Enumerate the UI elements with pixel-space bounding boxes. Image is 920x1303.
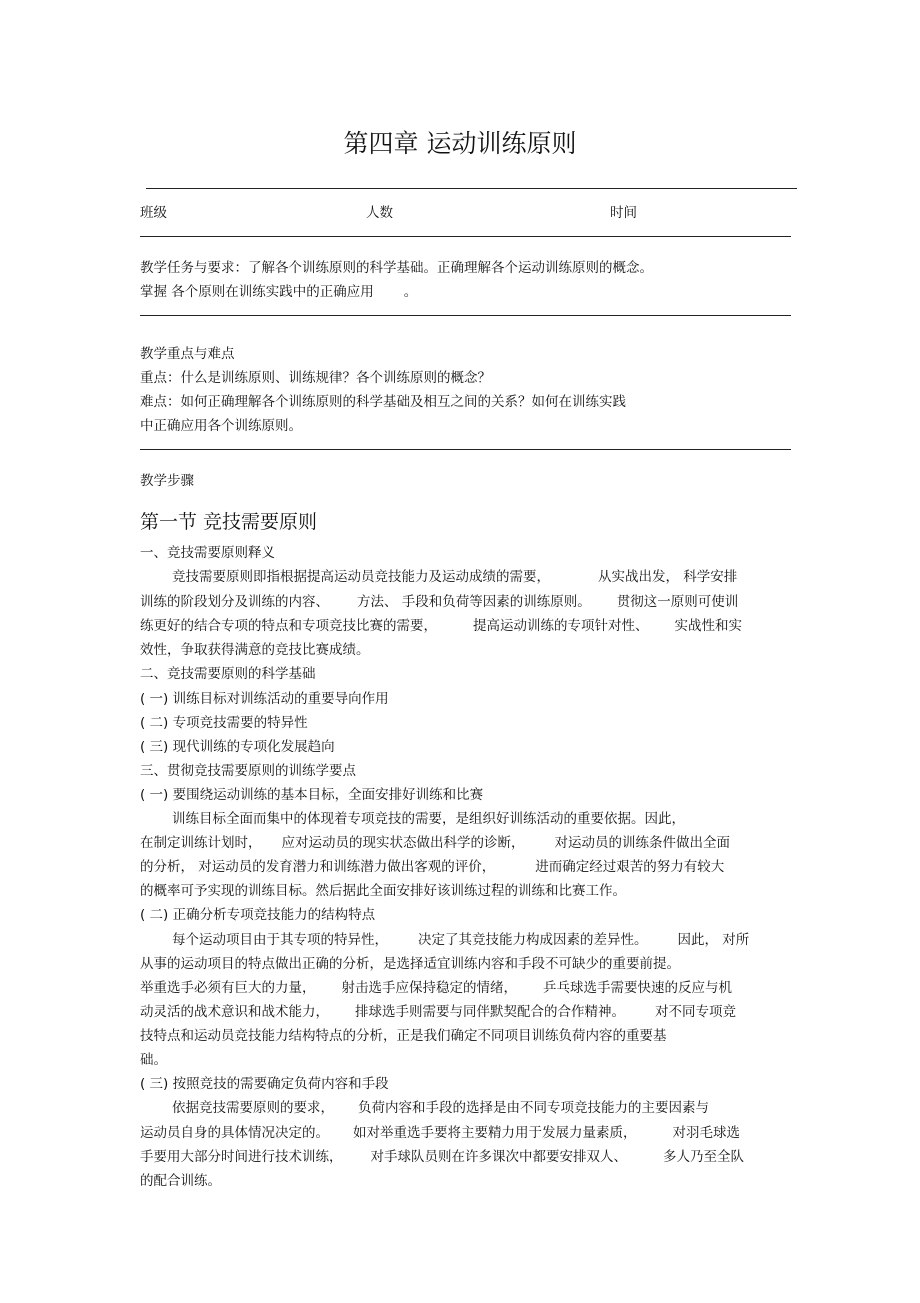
para-4-seg: 手要用大部分时间进行技术训练， — [140, 1149, 343, 1165]
task-line-2 — [140, 284, 417, 300]
para-1-seg: 实战性和实 — [674, 618, 742, 634]
para-1-seg: 竞技需要原则即指根据提高运动员竞技能力及运动成绩的需要， — [172, 569, 550, 585]
task-line-2-end: 。 — [403, 284, 418, 300]
para-4-line-3 — [140, 1149, 744, 1165]
para-2-seg: 对运动员的训练条件做出全面 — [554, 835, 730, 851]
para-3-seg: 每个运动项目由于其专项的特异性， — [172, 932, 388, 948]
heading-3-item-1: ( 一) 要围绕运动训练的基本目标，全面安排好训练和比赛 — [140, 787, 484, 803]
para-2-seg: 的分析， 对运动员的发育潜力和训练潜力做出客观的评价， — [140, 859, 496, 875]
para-2-seg: 应对运动员的现实状态做出科学的诊断， — [281, 835, 525, 851]
heading-1: 一、竞技需要原则释义 — [140, 545, 275, 561]
info-people-label: 人数 — [366, 205, 393, 221]
para-4-line-4: 的配合训练。 — [140, 1173, 221, 1189]
focus-key-points: 重点：什么是训练原则、训练规律？各个训练原则的概念？ — [140, 370, 491, 386]
para-4-seg: 依据竞技需要原则的要求， — [172, 1100, 334, 1116]
task-line-1: 教学任务与要求：了解各个训练原则的科学基础。正确理解各个运动训练原则的概念。 — [140, 260, 653, 276]
heading-3-item-2: ( 二) 正确分析专项竞技能力的结构特点 — [140, 907, 376, 923]
para-2-seg: 在制定训练计划时， — [140, 835, 262, 851]
focus-difficulty-1: 难点：如何正确理解各个训练原则的科学基础及相互之间的关系？如何在训练实践 — [140, 394, 626, 410]
page-title: 第四章 运动训练原则 — [343, 129, 577, 158]
divider-task — [140, 315, 791, 316]
para-2-line-3 — [140, 859, 724, 875]
para-3-line-3 — [140, 980, 732, 996]
heading-2: 二、竞技需要原则的科学基础 — [140, 666, 316, 682]
para-3-line-5: 技特点和运动员竞技能力结构特点的分析，正是我们确定不同项目训练负荷内容的重要基 — [140, 1028, 667, 1044]
para-4-line-1 — [172, 1100, 709, 1116]
divider-top — [146, 188, 797, 189]
para-2-seg: 进而确定经过艰苦的努力有较大 — [535, 859, 725, 875]
heading-2-item-1: ( 一) 训练目标对训练活动的重要导向作用 — [140, 691, 389, 707]
task-line-2-text: 掌握 各个原则在训练实践中的正确应用 — [140, 284, 374, 300]
para-3-line-1 — [172, 932, 749, 948]
heading-2-item-3: ( 三) 现代训练的专项化发展趋向 — [140, 739, 335, 755]
para-4-seg: 如对举重选手要将主要精力用于发展力量素质， — [353, 1125, 637, 1141]
focus-heading: 教学重点与难点 — [140, 346, 235, 362]
para-4-seg: 运动员自身的具体情况决定的。 — [140, 1125, 329, 1141]
para-1-seg: 练更好的结合专项的特点和专项竞技比赛的需要， — [140, 618, 437, 634]
steps-heading: 教学步骤 — [140, 473, 194, 489]
para-2-line-1: 训练目标全面而集中的体现着专项竞技的需要，是组织好训练活动的重要依据。因此， — [172, 811, 685, 827]
para-3-seg: 排球选手则需要与同伴默契配合的合作精神。 — [355, 1004, 625, 1020]
para-2-line-2 — [140, 835, 730, 851]
focus-difficulty-2: 中正确应用各个训练原则。 — [140, 418, 302, 434]
para-3-seg: 决定了其竞技能力构成因素的差异性。 — [418, 932, 648, 948]
para-3-line-6: 础。 — [140, 1052, 167, 1068]
para-1-seg: 从实战出发， 科学安排 — [598, 569, 738, 585]
para-3-seg: 对不同专项竞 — [655, 1004, 736, 1020]
para-3-seg: 因此， 对所 — [677, 932, 750, 948]
para-3-seg: 动灵活的战术意识和战术能力， — [140, 1004, 329, 1020]
para-4-seg: 负荷内容和手段的选择是由不同专项竞技能力的主要因素与 — [358, 1100, 709, 1116]
para-3-seg: 射击选手应保持稳定的情绪， — [341, 980, 517, 996]
para-3-seg: 乒乓球选手需要快速的反应与机 — [543, 980, 732, 996]
para-1-line-3 — [140, 618, 742, 634]
divider-focus — [140, 449, 791, 450]
divider-info — [140, 236, 791, 237]
heading-3-item-3: ( 三) 按照竞技的需要确定负荷内容和手段 — [140, 1076, 389, 1092]
para-4-seg: 对羽毛球选 — [672, 1125, 740, 1141]
para-1-seg: 训练的阶段划分及训练的内容、 — [140, 594, 329, 610]
info-class-label: 班级 — [140, 205, 167, 221]
para-3-line-2: 从事的运动项目的特点做出正确的分析，是选择适宜训练内容和手段不可缺少的重要前提。 — [140, 956, 680, 972]
info-time-label: 时间 — [610, 205, 637, 221]
para-3-seg: 举重选手必须有巨大的力量， — [140, 980, 316, 996]
para-1-seg: 贯彻这一原则可使训 — [616, 594, 739, 610]
heading-2-item-2: ( 二) 专项竞技需要的特异性 — [140, 715, 308, 731]
para-4-seg: 对手球队员则在许多课次中都要安排双人、 — [370, 1149, 627, 1165]
heading-3: 三、贯彻竞技需要原则的训练学要点 — [140, 763, 356, 779]
para-3-line-4 — [140, 1004, 736, 1020]
para-4-line-2 — [140, 1125, 740, 1141]
para-1-seg: 方法、 手段和负荷等因素的训练原则。 — [357, 594, 591, 610]
para-1-line-1 — [172, 569, 737, 585]
para-4-seg: 多人乃至全队 — [663, 1149, 744, 1165]
para-1-line-4: 效性，争取获得满意的竞技比赛成绩。 — [140, 642, 370, 658]
para-1-seg: 提高运动训练的专项针对性、 — [473, 618, 649, 634]
para-1-line-2 — [140, 594, 738, 610]
section-title: 第一节 竞技需要原则 — [140, 511, 318, 533]
para-2-line-4: 的概率可予实现的训练目标。然后据此全面安排好该训练过程的训练和比赛工作。 — [140, 883, 626, 899]
